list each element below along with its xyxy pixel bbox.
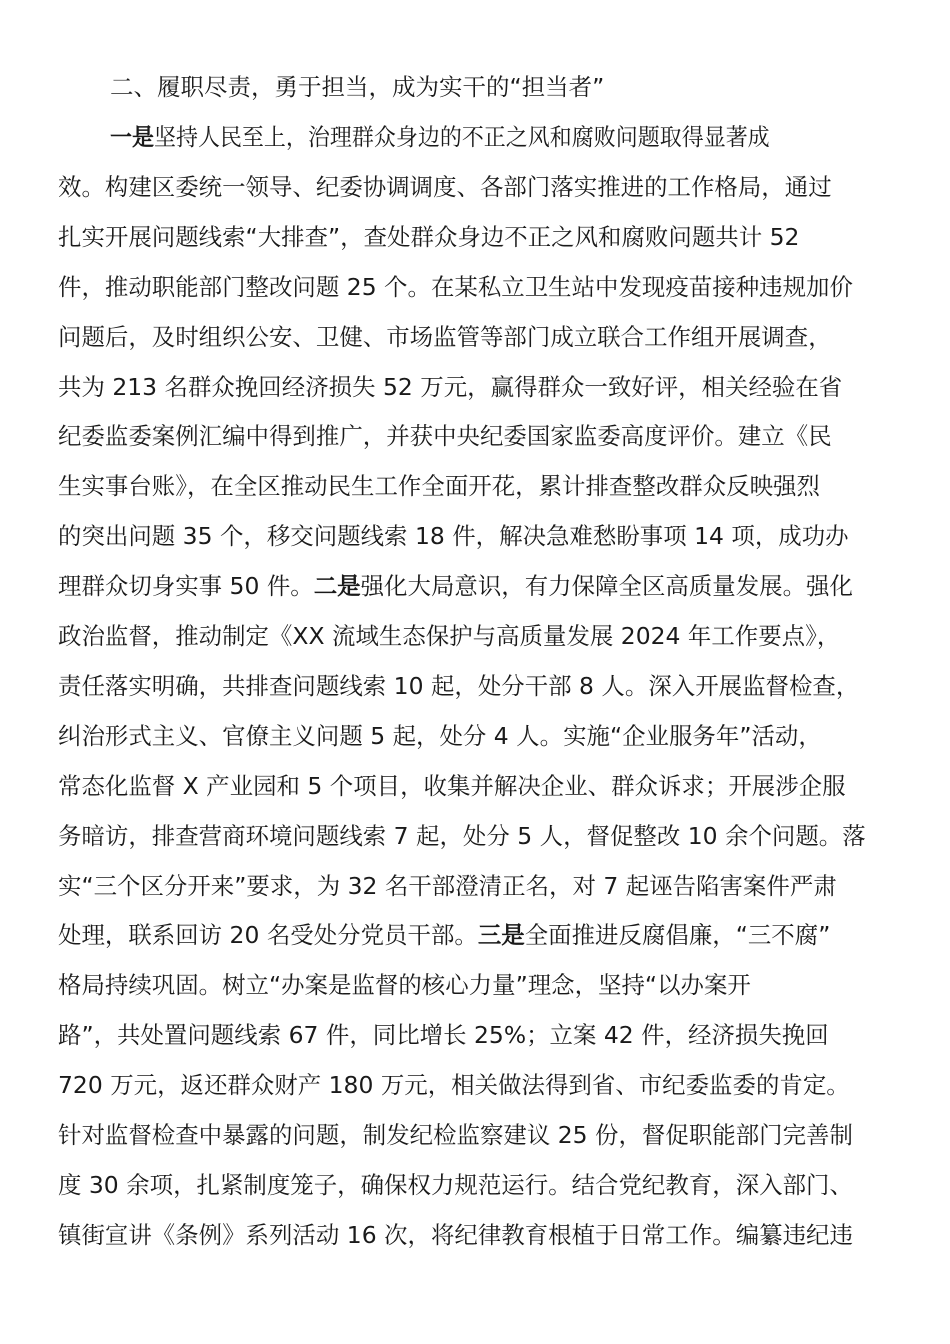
text-run: 坚持人民至上，治理群众身边的不正之风和腐败问题取得显著成 xyxy=(153,123,770,151)
paragraph-line xyxy=(110,112,896,162)
paragraph-line xyxy=(58,661,896,711)
section-heading: 二、履职尽责，勇于担当，成为实干的“担当者” xyxy=(110,73,605,101)
text-run: 生实事台账》，在全区推动民生工作全面开花，累计排查整改群众反映强烈 xyxy=(58,472,820,501)
text-run: 责任落实明确，共排查问题线索 10 起，处分干部 8 人。深入开展监督检查， xyxy=(58,671,860,700)
paragraph-line xyxy=(58,561,896,611)
text-run: 720 万元，返还群众财产 180 万元，相关做法得到省、市纪委监委的肯定。 xyxy=(58,1071,850,1100)
text-run: 强化大局意识，有力保障全区高质量发展。强化 xyxy=(360,572,853,601)
text-run: 理群众切身实事 50 件。 xyxy=(58,572,314,601)
text-run: 实“三个区分开来”要求，为 32 名干部澄清正名，对 7 起诬告陷害案件严肃 xyxy=(58,871,837,900)
text-run: 纪委监委案例汇编中得到推广，并获中央纪委国家监委高度评价。建立《民 xyxy=(58,422,832,451)
paragraph-line xyxy=(58,461,896,511)
paragraph-line xyxy=(58,411,896,461)
paragraph-line xyxy=(58,960,896,1010)
paragraph-line xyxy=(58,1160,896,1210)
text-run: 问题后，及时组织公安、卫健、市场监管等部门成立联合工作组开展调查， xyxy=(58,322,832,351)
text-run: 政治监督，推动制定《XX 流域生态保护与高质量发展 2024 年工作要点》， xyxy=(58,622,841,650)
paragraph-line xyxy=(58,811,896,861)
paragraph-line xyxy=(58,511,896,561)
text-run: 务暗访，排查营商环境问题线索 7 起，处分 5 人，督促整改 10 余个问题。落 xyxy=(58,821,866,850)
paragraph-line xyxy=(58,362,896,412)
paragraph-line xyxy=(58,611,896,661)
bold-lead: 二是 xyxy=(313,572,361,601)
text-run: 处理，联系回访 20 名受处分党员干部。 xyxy=(58,921,478,950)
text-run: 度 30 余项，扎紧制度笼子，确保权力规范运行。结合党纪教育，深入部门、 xyxy=(58,1170,853,1199)
paragraph-line xyxy=(58,1110,896,1160)
paragraph-line xyxy=(58,861,896,911)
text-run: 镇街宣讲《条例》系列活动 16 次，将纪律教育根植于日常工作。编纂违纪违 xyxy=(58,1220,853,1249)
paragraph-line xyxy=(58,312,896,362)
paragraph-line xyxy=(58,162,896,212)
bold-lead: 三是 xyxy=(477,921,525,950)
paragraph-line xyxy=(58,761,896,811)
paragraph-line xyxy=(58,910,896,960)
text-run: 针对监督检查中暴露的问题，制发纪检监察建议 25 份，督促职能部门完善制 xyxy=(58,1121,853,1149)
text-run: 扎实开展问题线索“大排查”，查处群众身边不正之风和腐败问题共计 52 xyxy=(58,222,800,251)
text-run: 格局持续巩固。树立“办案是监督的核心力量”理念，坚持“以办案开 xyxy=(58,971,751,1000)
paragraph-line xyxy=(58,262,896,312)
text-run: 纠治形式主义、官僚主义问题 5 起，处分 4 人。实施“企业服务年”活动， xyxy=(58,721,822,750)
text-run: 共为 213 名群众挽回经济损失 52 万元，赢得群众一致好评，相关经验在省 xyxy=(58,372,843,401)
paragraph-line xyxy=(58,212,896,262)
text-run: 效。构建区委统一领导、纪委协调调度、各部门落实推进的工作格局，通过 xyxy=(58,172,832,201)
paragraph-line xyxy=(58,1210,896,1260)
text-run: 常态化监督 X 产业园和 5 个项目，收集并解决企业、群众诉求；开展涉企服 xyxy=(58,771,846,800)
text-run: 路”，共处置问题线索 67 件，同比增长 25%；立案 42 件，经济损失挽回 xyxy=(58,1021,829,1050)
text-run: 件，推动职能部门整改问题 25 个。在某私立卫生站中发现疫苗接种违规加价 xyxy=(58,272,853,301)
text-run: 全面推进反腐倡廉，“三不腐” xyxy=(524,921,831,950)
bold-lead: 一是 xyxy=(110,123,154,151)
text-run: 的突出问题 35 个，移交问题线索 18 件，解决急难愁盼事项 14 项，成功办 xyxy=(58,522,849,551)
paragraph-line xyxy=(58,711,896,761)
paragraph-line xyxy=(58,1010,896,1060)
paragraph-line xyxy=(58,1060,896,1110)
